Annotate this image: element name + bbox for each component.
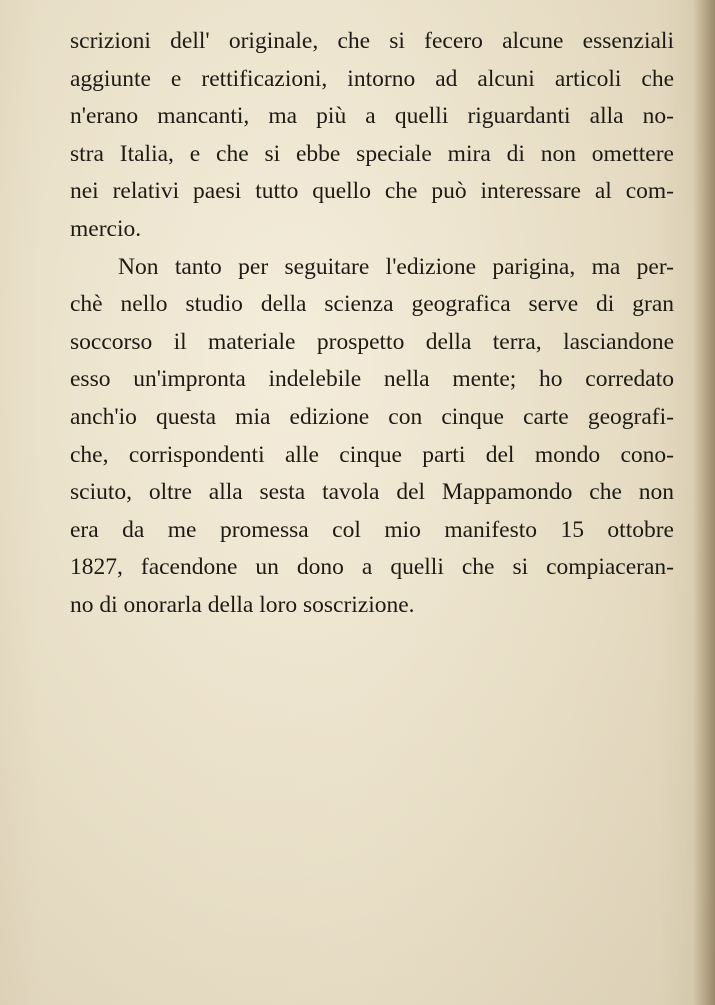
paragraph-2 <box>70 249 674 625</box>
text-line: n'erano mancanti, ma più a quelli riguardanti alla no- <box>70 103 674 130</box>
text-line: mercio. <box>70 215 142 242</box>
text-line: aggiunte e rettificazioni, intorno ad alcuni articoli che <box>70 65 674 92</box>
page-edge-shadow <box>693 0 715 1005</box>
text-line: era da me promessa col mio manifesto 15 ottobre <box>70 516 674 543</box>
text-line: no di onorarla della loro soscrizione. <box>70 591 415 618</box>
text-line: nei relativi paesi tutto quello che può interessare al com- <box>70 178 674 205</box>
text-line: che, corrispondenti alle cinque parti del mondo cono- <box>70 441 674 468</box>
text-line: sciuto, oltre alla sesta tavola del Mappamondo che non <box>70 479 674 506</box>
text-line: chè nello studio della scienza geografica serve di gran <box>70 291 674 318</box>
text-line: anch'io questa mia edizione con cinque carte geografi- <box>70 403 674 430</box>
text-line: Non tanto per seguitare l'edizione parigina, ma per- <box>118 253 674 280</box>
text-line: soccorso il materiale prospetto della terra, lasciandone <box>70 328 674 355</box>
text-line: scrizioni dell' originale, che si fecero alcune essenziali <box>70 28 674 54</box>
paragraph-1 <box>70 23 674 249</box>
text-line: 1827, facendone un dono a quelli che si compiaceran- <box>70 554 674 581</box>
text-line: stra Italia, e che si ebbe speciale mira di non omettere <box>70 140 674 167</box>
page-text <box>70 23 674 625</box>
text-line: esso un'impronta indelebile nella mente; ho corredato <box>70 366 674 393</box>
